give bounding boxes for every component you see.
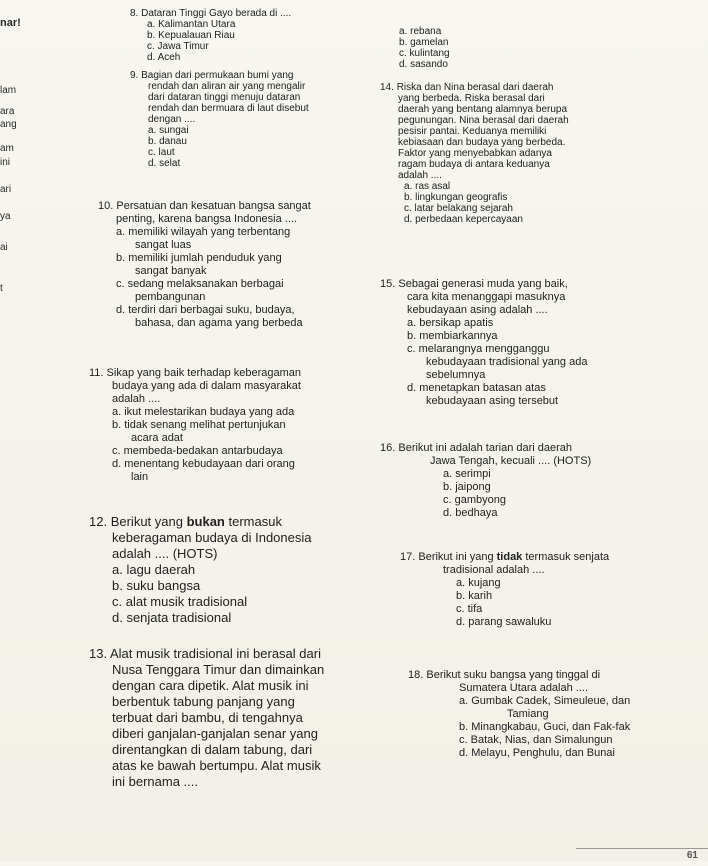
question-stem-continued	[116, 213, 311, 226]
question-10	[98, 200, 311, 330]
answer-options	[459, 695, 630, 760]
option-d-continued: lain	[131, 471, 149, 483]
option-a[interactable]: a. sungai	[148, 125, 189, 136]
stem-line: adalah .... (HOTS)	[112, 546, 218, 561]
option-d[interactable]: d. bedhaya	[443, 507, 498, 519]
option-c[interactable]: c. Batak, Nias, dan Simalungun	[459, 734, 613, 746]
stem-line: dengan cara dipetik. Alat musik ini	[112, 678, 309, 693]
left-edge-fragment: ini	[0, 157, 11, 168]
option-a-continued: Tamiang	[507, 708, 549, 720]
right-question-column	[380, 26, 702, 866]
option-b[interactable]: b. lingkungan geografis	[404, 192, 508, 203]
stem-line: tradisional adalah ....	[443, 564, 545, 576]
stem-line: dengan ....	[148, 114, 196, 125]
stem-line: kebudayaan asing adalah ....	[407, 304, 548, 316]
question-13-options	[399, 26, 450, 70]
left-edge-fragment: am	[0, 143, 14, 154]
stem-line: Faktor yang menyebabkan adanya	[398, 148, 552, 159]
answer-options	[399, 26, 450, 70]
option-d[interactable]: d. parang sawaluku	[456, 616, 552, 628]
question-stem: Berikut suku bangsa yang tinggal di	[426, 669, 601, 681]
question-15	[380, 278, 587, 408]
option-c[interactable]: c. melarangnya mengganggu	[407, 343, 550, 355]
answer-options	[404, 181, 569, 225]
stem-line: yang berbeda. Riska berasal dari	[398, 93, 545, 104]
option-d[interactable]: d. Melayu, Penghulu, dan Bunai	[459, 747, 615, 759]
option-b[interactable]: b. Minangkabau, Guci, dan Fak-fak	[459, 721, 631, 733]
option-c[interactable]: c. alat musik tradisional	[112, 594, 248, 609]
option-c[interactable]: c. membeda-bedakan antarbudaya	[112, 445, 283, 457]
option-b[interactable]: b. danau	[148, 136, 187, 147]
option-c[interactable]: c. gambyong	[443, 494, 506, 506]
question-stem-continued	[112, 662, 324, 790]
question-number: 12.	[89, 514, 108, 529]
left-question-column	[78, 8, 382, 848]
question-number: 18.	[408, 669, 424, 681]
option-d[interactable]: d. menetapkan batasan atas	[407, 382, 546, 394]
answer-options	[456, 577, 609, 629]
question-number: 10.	[98, 200, 114, 212]
stem-line: dari dataran tinggi menuju dataran	[148, 92, 301, 103]
option-c[interactable]: c. latar belakang sejarah	[404, 203, 513, 214]
option-c[interactable]: c. sedang melaksanakan berbagai	[116, 278, 284, 290]
stem-line: penting, karena bangsa Indonesia ....	[116, 213, 298, 225]
question-stem-continued	[443, 564, 609, 577]
left-edge-fragment: ari	[0, 184, 12, 195]
question-stem-emphasis: bukan	[186, 514, 225, 529]
question-stem-part: termasuk senjata	[522, 551, 610, 563]
question-stem: Berikut ini adalah tarian dari daerah	[398, 442, 573, 454]
option-d[interactable]: d. selat	[148, 158, 181, 169]
stem-line: ragam budaya di antara keduanya	[398, 159, 550, 170]
answer-options	[443, 468, 591, 520]
question-11	[89, 367, 301, 484]
option-a[interactable]: a. kujang	[456, 577, 501, 589]
option-b[interactable]: b. memiliki jumlah penduduk yang	[116, 252, 282, 264]
left-edge-fragment: t	[0, 283, 3, 294]
option-b-continued: acara adat	[131, 432, 183, 444]
question-18	[408, 669, 630, 760]
question-16	[380, 442, 591, 520]
option-b[interactable]: b. membiarkannya	[407, 330, 498, 342]
question-14	[380, 82, 569, 225]
option-a[interactable]: a. bersikap apatis	[407, 317, 494, 329]
question-stem: Sikap yang baik terhadap keberagaman	[106, 367, 302, 379]
option-d[interactable]: d. senjata tradisional	[112, 610, 232, 625]
option-b[interactable]: b. suku bangsa	[112, 578, 201, 593]
option-a[interactable]: a. serimpi	[443, 468, 491, 480]
question-number: 14.	[380, 82, 394, 93]
stem-line: direntangkan di dalam tabung, dari	[112, 742, 313, 757]
option-a[interactable]: a. Gumbak Cadek, Simeuleue, dan	[459, 695, 631, 707]
option-a[interactable]: a. lagu daerah	[112, 562, 196, 577]
option-a[interactable]: a. Kalimantan Utara	[147, 19, 236, 30]
question-9	[130, 70, 309, 169]
question-17	[400, 551, 609, 629]
question-12	[89, 514, 311, 626]
question-stem-continued	[407, 291, 587, 317]
question-stem: Bagian dari permukaan bumi yang	[141, 70, 294, 81]
answer-options	[407, 317, 587, 408]
left-edge-fragment: ai	[0, 242, 8, 253]
question-stem: Persatuan dan kesatuan bangsa sangat	[116, 200, 311, 212]
question-number: 17.	[400, 551, 416, 563]
stem-line: pesisir pantai. Keduanya memiliki	[398, 126, 547, 137]
option-c-continued: pembangunan	[135, 291, 206, 303]
stem-line: diberi ganjalan-ganjalan senar yang	[112, 726, 318, 741]
stem-line: berbentuk tabung panjang yang	[112, 694, 295, 709]
stem-line: Nusa Tenggara Timur dan dimainkan	[112, 662, 325, 677]
stem-line: atas ke bawah bertumpu. Alat musik	[112, 758, 321, 773]
answer-options	[147, 19, 291, 63]
option-b[interactable]: b. karih	[456, 590, 493, 602]
question-13	[89, 646, 324, 790]
stem-line: daerah yang bentang alamnya berupa	[398, 104, 568, 115]
question-number: 16.	[380, 442, 396, 454]
stem-line: rendah dan aliran air yang mengalir	[148, 81, 306, 92]
option-a[interactable]: a. rebana	[399, 26, 442, 37]
stem-line: Jawa Tengah, kecuali .... (HOTS)	[430, 455, 592, 467]
question-number: 11.	[89, 367, 104, 379]
option-b[interactable]: b. tidak senang melihat pertunjukan	[112, 419, 286, 431]
stem-line: kebiasaan dan budaya yang berbeda.	[398, 137, 566, 148]
option-d-continued: bahasa, dan agama yang berbeda	[135, 317, 303, 329]
stem-line: adalah ....	[398, 170, 442, 181]
option-d[interactable]: d. terdiri dari berbagai suku, budaya,	[116, 304, 295, 316]
stem-line: ini bernama ....	[112, 774, 198, 789]
option-a-continued: sangat luas	[135, 239, 192, 251]
question-number: 13.	[89, 646, 108, 661]
question-stem-continued	[459, 682, 630, 695]
left-edge-fragment: lam	[0, 85, 17, 96]
option-d[interactable]: d. menentang kebudayaan dari orang	[112, 458, 295, 470]
answer-options	[112, 406, 301, 484]
question-number: 15.	[380, 278, 396, 290]
option-d[interactable]: d. Aceh	[147, 52, 181, 63]
option-d-continued: kebudayaan asing tersebut	[426, 395, 559, 407]
question-stem-emphasis: tidak	[496, 551, 523, 563]
question-stem-continued	[112, 380, 301, 406]
stem-line: Sumatera Utara adalah ....	[459, 682, 589, 694]
question-stem: Riska dan Nina berasal dari daerah	[396, 82, 554, 93]
left-edge-fragment: ya	[0, 211, 11, 222]
option-c[interactable]: c. kulintang	[399, 48, 450, 59]
question-stem-continued	[148, 81, 309, 125]
question-stem-continued	[112, 530, 311, 562]
option-c-continued: kebudayaan tradisional yang ada	[426, 356, 588, 368]
question-stem: Alat musik tradisional ini berasal dari	[109, 646, 321, 661]
option-d[interactable]: d. sasando	[399, 59, 448, 70]
stem-line: terbuat dari bambu, di tengahnya	[112, 710, 303, 725]
option-a[interactable]: a. ras asal	[404, 181, 451, 192]
option-b-continued: sangat banyak	[135, 265, 207, 277]
answer-options	[112, 562, 311, 626]
option-c[interactable]: c. laut	[148, 147, 175, 158]
question-stem: Dataran Tinggi Gayo berada di ....	[141, 8, 292, 19]
answer-options	[116, 226, 311, 330]
question-stem-part: Berikut yang	[110, 514, 187, 529]
option-c[interactable]: c. Jawa Timur	[147, 41, 209, 52]
option-c[interactable]: c. tifa	[456, 603, 483, 615]
stem-line: rendah dan bermuara di laut disebut	[148, 103, 309, 114]
stem-line: adalah ....	[112, 393, 161, 405]
option-b[interactable]: b. jaipong	[443, 481, 491, 493]
option-d[interactable]: d. perbedaan kepercayaan	[404, 214, 523, 225]
question-stem-part: termasuk	[224, 514, 282, 529]
stem-line: cara kita menanggapi masuknya	[407, 291, 566, 303]
footer-rule	[576, 848, 708, 849]
option-c-continued: sebelumnya	[426, 369, 486, 381]
question-number: 9.	[130, 70, 139, 81]
option-a[interactable]: a. ikut melestarikan budaya yang ada	[112, 406, 295, 418]
left-edge-fragment: ara	[0, 106, 15, 117]
stem-line: budaya yang ada di dalam masyarakat	[112, 380, 301, 392]
question-stem-part: Berikut ini yang	[418, 551, 497, 563]
left-edge-fragment: ang	[0, 119, 17, 130]
answer-options	[148, 125, 309, 169]
left-edge-fragment: nar!	[0, 17, 21, 29]
page-number: 61	[686, 850, 698, 861]
question-stem-continued	[398, 93, 569, 181]
question-number: 8.	[130, 8, 139, 19]
cut-off-left-edge	[0, 0, 78, 520]
question-stem-continued	[430, 455, 591, 468]
stem-line: keberagaman budaya di Indonesia	[112, 530, 312, 545]
option-a[interactable]: a. memiliki wilayah yang terbentang	[116, 226, 291, 238]
question-stem: Sebagai generasi muda yang baik,	[398, 278, 568, 290]
option-b[interactable]: b. gamelan	[399, 37, 449, 48]
option-b[interactable]: b. Kepualauan Riau	[147, 30, 235, 41]
question-8	[130, 8, 291, 63]
stem-line: pegunungan. Nina berasal dari daerah	[398, 115, 569, 126]
